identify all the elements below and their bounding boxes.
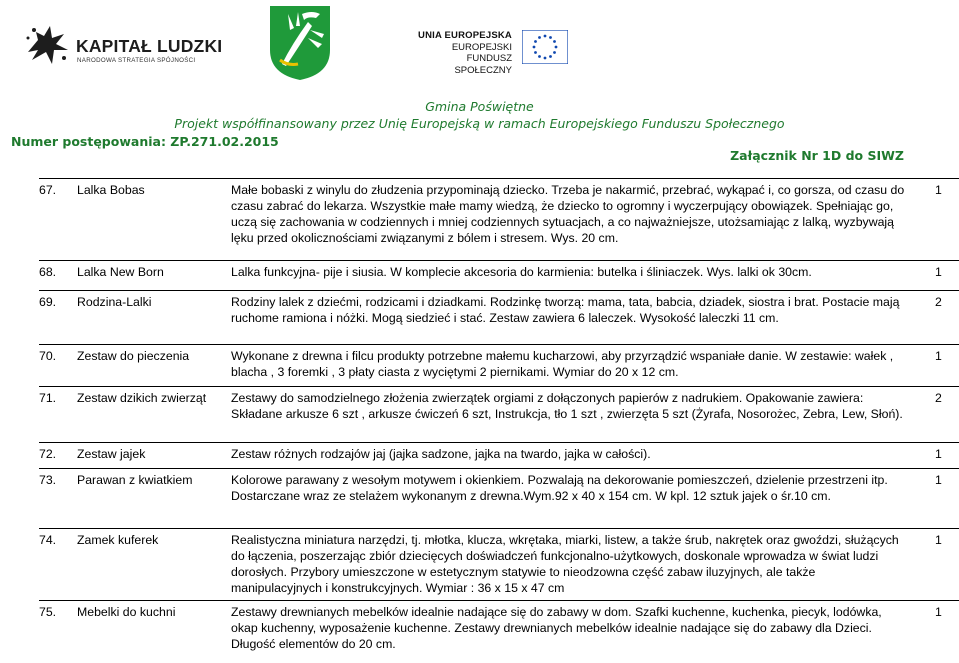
table-row [39, 386, 959, 442]
item-quantity: 1 [935, 183, 942, 197]
item-description: Zestawy drewnianych mebelków idealnie nadające się do zabawy w dom. Szafki kuchenne, kuchenka, piecyk, lodówka, okap kuchenny, wyposażenie kuchenne. Zestawy drewnianych mebelków idealnie nadające się do zabawy dla Dzieci. Długość elementów do 20 cm. [231, 605, 882, 651]
item-description: Lalka funkcyjna- pije i siusia. W komplecie akcesoria do karmienia: butelka i śliniaczek. Wys. lalki ok 30cm. [231, 265, 812, 279]
table-row [39, 178, 959, 260]
coat-of-arms-icon [268, 4, 332, 82]
kapital-ludzki-subtitle: NARODOWA STRATEGIA SPÓJNOŚCI [77, 57, 196, 64]
item-number: 67. [39, 183, 57, 197]
item-name: Mebelki do kuchni [77, 605, 176, 619]
table-row [39, 528, 959, 600]
item-description: Zestaw różnych rodzajów jaj (jajka sadzone, jajka na twardo, jajka w całości). [231, 447, 651, 461]
eu-line-2: EUROPEJSKI [451, 41, 512, 53]
eu-text-block [416, 30, 512, 76]
item-name: Zamek kuferek [77, 533, 159, 547]
item-quantity: 2 [935, 391, 942, 405]
item-name: Lalka New Born [77, 265, 164, 279]
item-quantity: 1 [935, 447, 942, 461]
eu-line-3: FUNDUSZ SPOŁECZNY [454, 53, 512, 76]
item-description: Wykonane z drewna i filcu produkty potrzebne małemu kucharzowi, aby przyrządzić wspaniałe danie. W zestawie: wałek , blacha , 3 foremki , 3 płaty ciasta z wyciętymi 2 piernikami. Wymiar do 20 x 12 cm. [231, 349, 894, 379]
item-quantity: 2 [935, 295, 942, 309]
item-name: Zestaw do pieczenia [77, 349, 190, 363]
item-quantity: 1 [935, 349, 942, 363]
document-header [0, 0, 959, 170]
item-name: Parawan z kwiatkiem [77, 473, 193, 487]
item-name: Zestaw dzikich zwierząt [77, 391, 207, 405]
item-name: Rodzina-Lalki [77, 295, 152, 309]
item-quantity: 1 [935, 265, 942, 279]
item-quantity: 1 [935, 473, 942, 487]
item-number: 71. [39, 391, 57, 405]
item-number: 73. [39, 473, 57, 487]
item-number: 75. [39, 605, 57, 619]
item-number: 68. [39, 265, 57, 279]
item-number: 70. [39, 349, 57, 363]
table-row [39, 442, 959, 468]
table-row [39, 468, 959, 528]
kapital-ludzki-mark-icon [24, 22, 72, 68]
item-description: Zestawy do samodzielnego złożenia zwierzątek orgiami z dołączonych papierów z nadrukiem. Opakowanie zawiera: Składane arkusze 6 szt , arkusze ćwiczeń 6 szt, Instrukcja, tło 1 szt , zwierzęta 5 szt (Żyrafa, Nosorożec, Zebra, Lew, Słoń). [231, 391, 903, 421]
table-row [39, 344, 959, 386]
table-row [39, 260, 959, 290]
kapital-ludzki-title: KAPITAŁ LUDZKI [76, 36, 223, 56]
item-quantity: 1 [935, 533, 942, 547]
items-table [39, 178, 959, 660]
item-name: Lalka Bobas [77, 183, 145, 197]
eu-flag-icon [522, 30, 568, 64]
kapital-ludzki-logo [24, 22, 223, 72]
table-row [39, 600, 959, 660]
item-number: 74. [39, 533, 57, 547]
item-description: Kolorowe parawany z wesołym motywem i okienkiem. Pozwalają na dekorowanie pomieszczeń, dzielenie przestrzeni itp. Dostarczane wraz ze stelażem wykonanym z drewna.Wym.92 x 40 x 154 cm. W kpl. 12 sztuk jajek o śr.10 cm. [231, 473, 888, 503]
gmina-name: Gmina Poświętne [425, 99, 534, 114]
item-quantity: 1 [935, 605, 942, 619]
attachment-label: Załącznik Nr 1D do SIWZ [730, 148, 904, 163]
item-description: Rodziny lalek z dziećmi, rodzicami i dziadkami. Rodzinkę tworzą: mama, tata, babcia, dziadek, siostra i brat. Postacie mają ruchome ramiona i nóżki. Mogą siedzieć i stać. Zestaw zawiera 6 laleczek. Wysokość laleczki 11 cm. [231, 295, 900, 325]
eu-logo [416, 30, 616, 76]
item-description: Małe bobaski z winylu do złudzenia przypominają dziecko. Trzeba je nakarmić, przebrać, wykąpać i, co gorsza, od czasu do czasu zabrać do lekarza. Wszystkie małe mamy wiedzą, że dziecko to ogromny i wyczerpujący obowiązek. Spełniając go, uczą się zachowania w codziennych i mniej codziennych sytuacjach, a co najważniejsze, utożsamiając z lalką, wyzbywają lęku przed okolicznościami związanymi z bólem i stresem. Wys. 20 cm. [231, 183, 905, 245]
item-number: 72. [39, 447, 57, 461]
eu-line-1: UNIA EUROPEJSKA [418, 30, 512, 41]
table-row [39, 290, 959, 344]
item-description: Realistyczna miniatura narzędzi, tj. młotka, klucza, wkrętaka, miarki, listew, a także śrub, nakrętek oraz gwoździ, służących do łączenia, poszerzając zbiór dziecięcych doświadczeń funkcjonalno-użytkowych, doskonale wprowadza w świat ludzi dorosłych. Przybory umieszczone w estetycznym statywie to nieodzowna część zabaw iluzyjnych, ale także manipulacyjnych i konstrukcyjnych. Wymiar : 36 x 15 x 47 cm [231, 533, 899, 595]
item-number: 69. [39, 295, 57, 309]
project-line: Projekt współfinansowany przez Unię Europejską w ramach Europejskiego Funduszu Społecznego [174, 116, 785, 131]
item-name: Zestaw jajek [77, 447, 146, 461]
procurement-number: Numer postępowania: ZP.271.02.2015 [11, 134, 279, 149]
